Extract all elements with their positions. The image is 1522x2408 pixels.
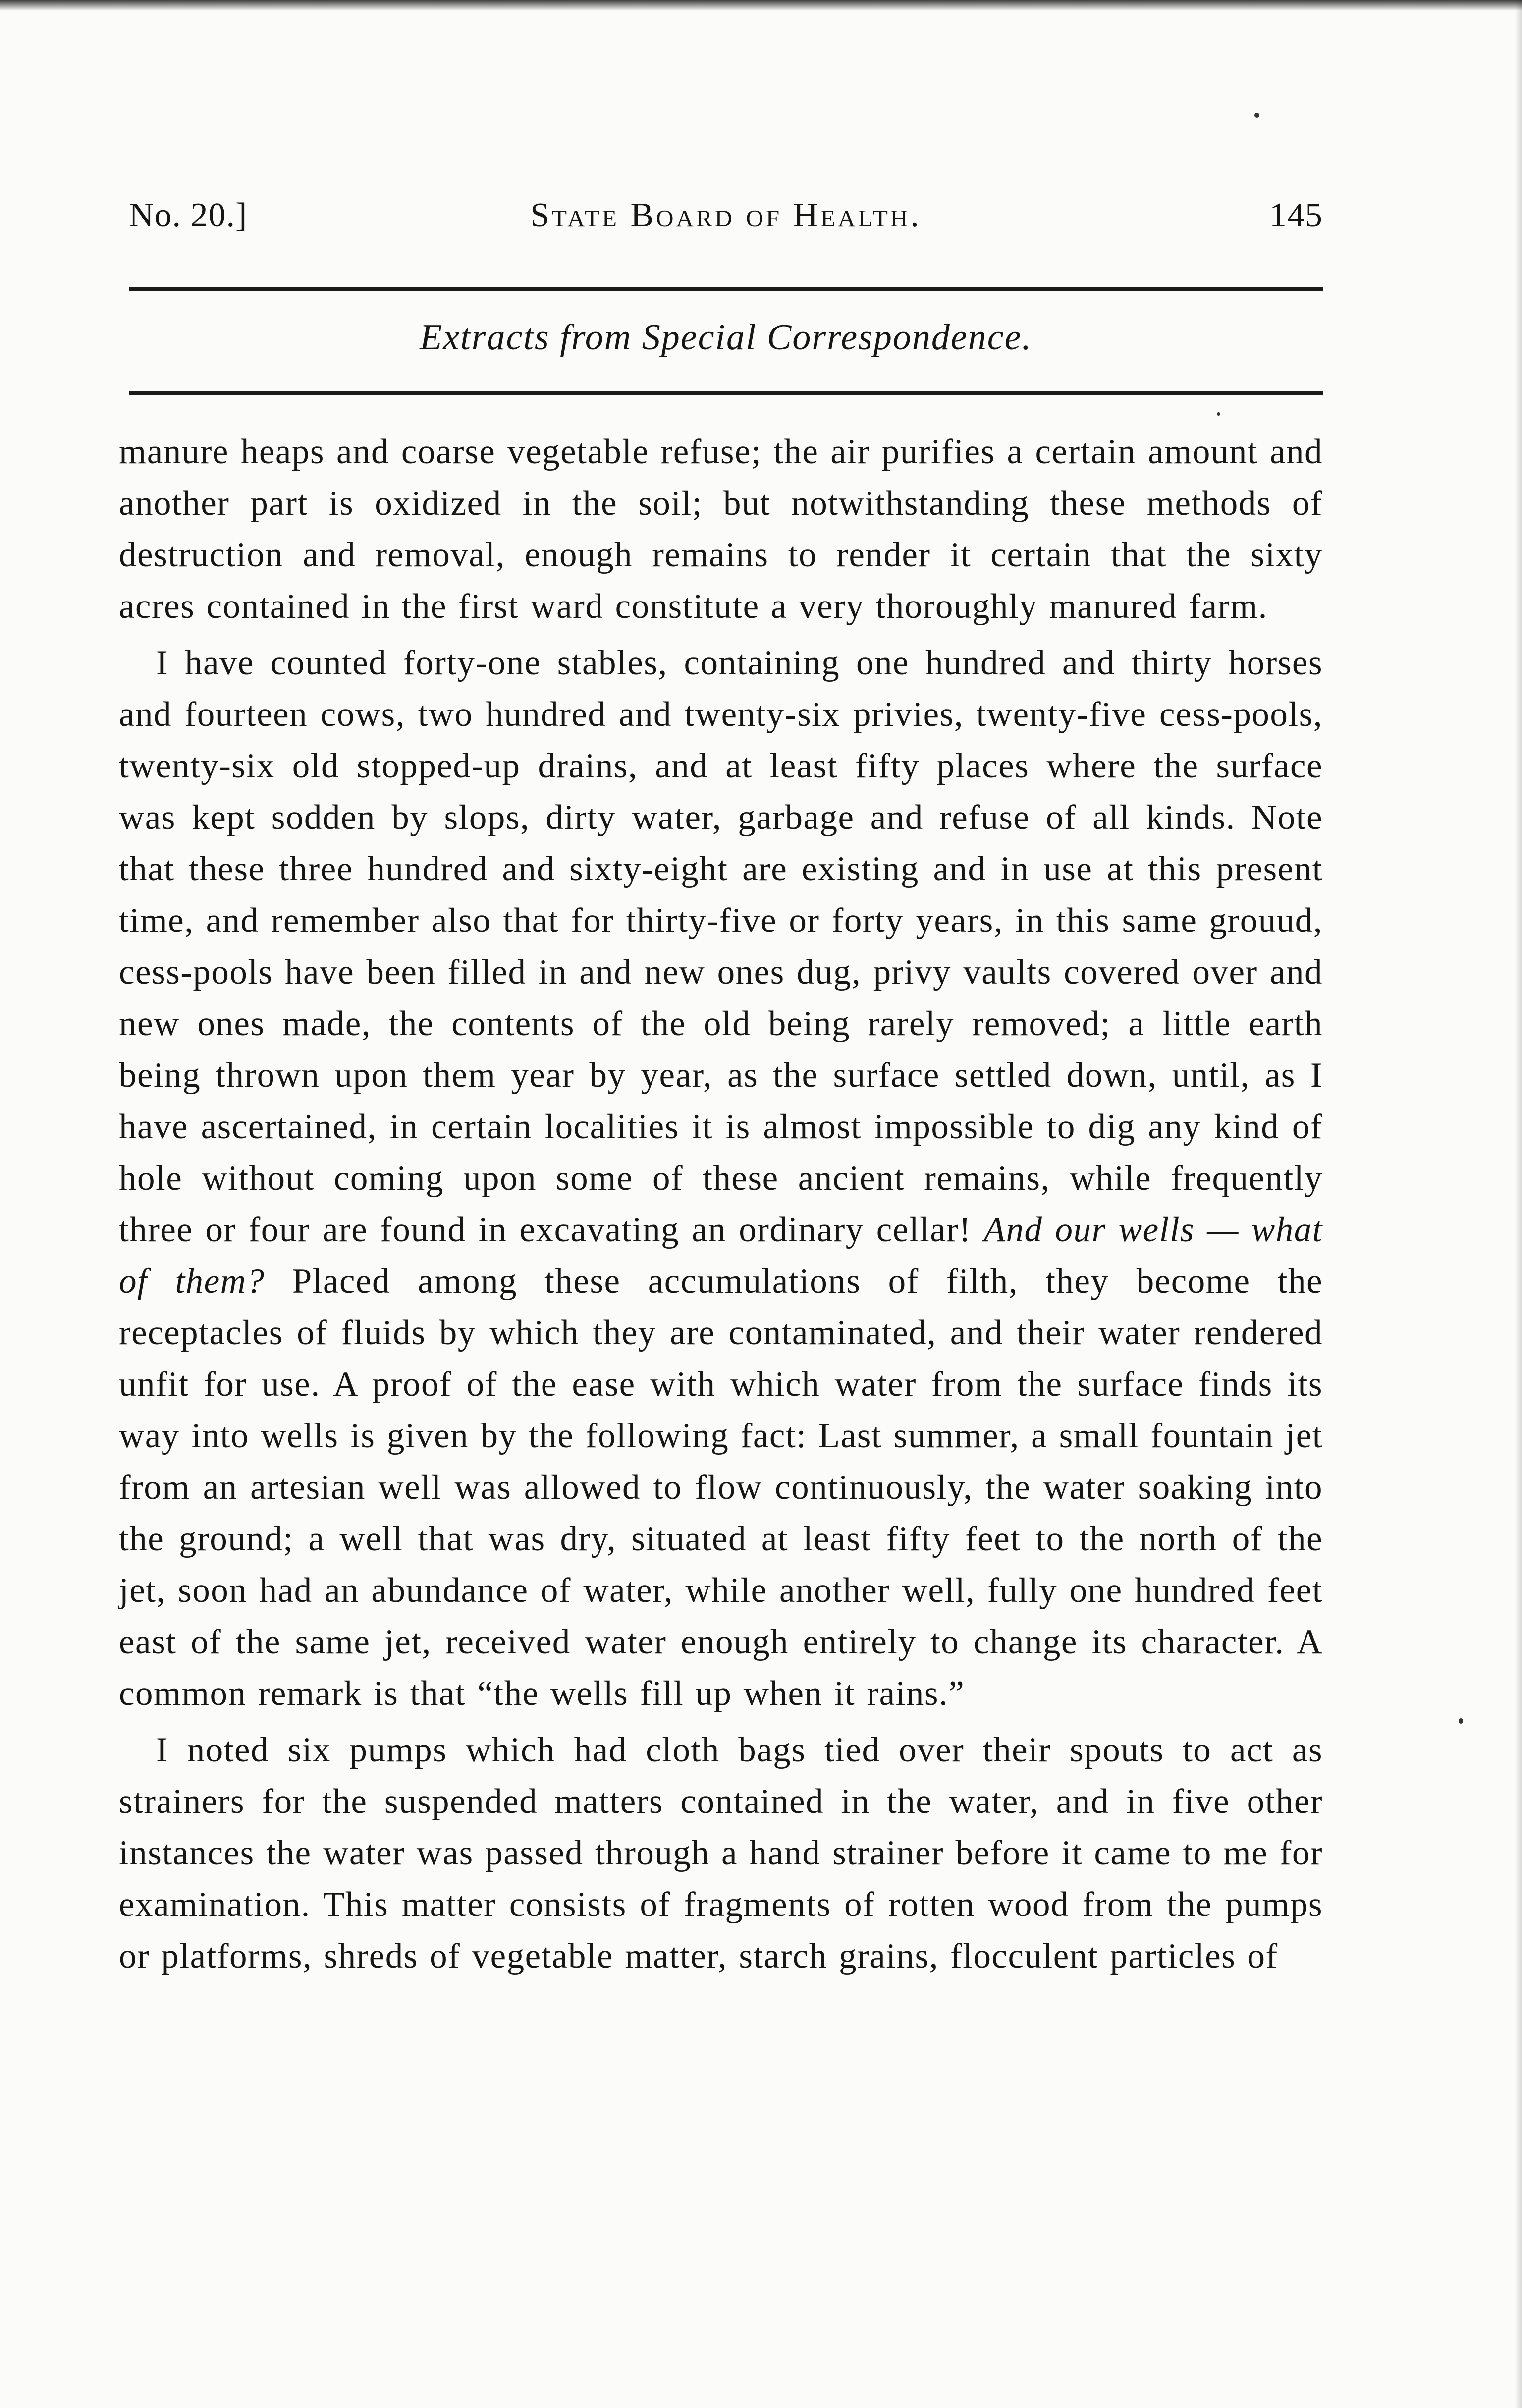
paragraph-text: Placed among these accumulations of filth, they become the receptacles of fluids by which they are contaminated, and their water rendered unfit for use. A proof of the ease with which water from the surface finds its way into wells is given by the following fact: Last summer, a small fountain jet from an artesian well was allowed to flow continuously, the water soaking into the ground; a well that was dry, situated at least fifty feet to the north of the jet, soon had an abundance of water, while another well, fully one hundred feet east of the same jet, received water enough entirely to change its character. A common remark is that “the wells fill up when it rains.” bbox=[119, 1262, 1323, 1713]
scan-edge-right bbox=[1515, 0, 1522, 2408]
page-number: 145 bbox=[1269, 196, 1323, 234]
scan-speck bbox=[1217, 412, 1220, 416]
header-rule-top bbox=[129, 287, 1323, 291]
scan-speck bbox=[1254, 113, 1259, 118]
paragraph-continued: manure heaps and coarse vegetable refuse; the air purifies a certain amount and another part is oxidized in the soil; but notwithstanding these methods of destruction and removal, enough remains to render it certain that the sixty acres contained in the first ward constitute a very thoroughly manured farm. bbox=[119, 433, 1323, 626]
header-rule-bottom bbox=[129, 391, 1323, 395]
italic-phrase: And our wells — what of them? bbox=[119, 1210, 1323, 1301]
paragraph-stables-and-wells bbox=[119, 637, 1323, 1719]
scan-edge-top bbox=[0, 0, 1522, 11]
body-text bbox=[119, 426, 1323, 1982]
scan-speck bbox=[1459, 1718, 1463, 1724]
section-subheader: Extracts from Special Correspondence. bbox=[420, 317, 1032, 358]
paragraph-text: I have counted forty-one stables, containing one hundred and thirty horses and fourteen cows, two hundred and twenty-six privies, twenty-five cess-pools, twenty-six old stopped-up drains, and at least fifty places where the surface was kept sodden by slops, dirty water, garbage and refuse of all kinds. Note that these three hundred and sixty-eight are existing and in use at this present time, and remember also that for thirty-five or forty years, in this same grouud, cess-pools have been filled in and new ones dug, privy vaults covered over and new ones made, the contents of the old being rarely removed; a little earth being thrown upon them year by year, as the surface settled down, until, as I have ascertained, in certain localities it is almost impossible to dig any kind of hole without coming upon some of these ancient remains, while frequently three or four are found in excavating an ordinary cellar! bbox=[119, 644, 1323, 1249]
document-number: No. 20.] bbox=[129, 196, 248, 234]
paragraph-pumps: I noted six pumps which had cloth bags tied over their spouts to act as strainers for the suspended matters contained in the water, and in five other instances the water was passed through a hand strainer before it came to me for examination. This matter consists of fragments of rotten wood from the pumps or platforms, shreds of vegetable matter, starch grains, flocculent particles of bbox=[119, 1731, 1323, 1975]
running-title: State Board of Health. bbox=[530, 196, 922, 234]
running-header bbox=[129, 191, 1323, 240]
